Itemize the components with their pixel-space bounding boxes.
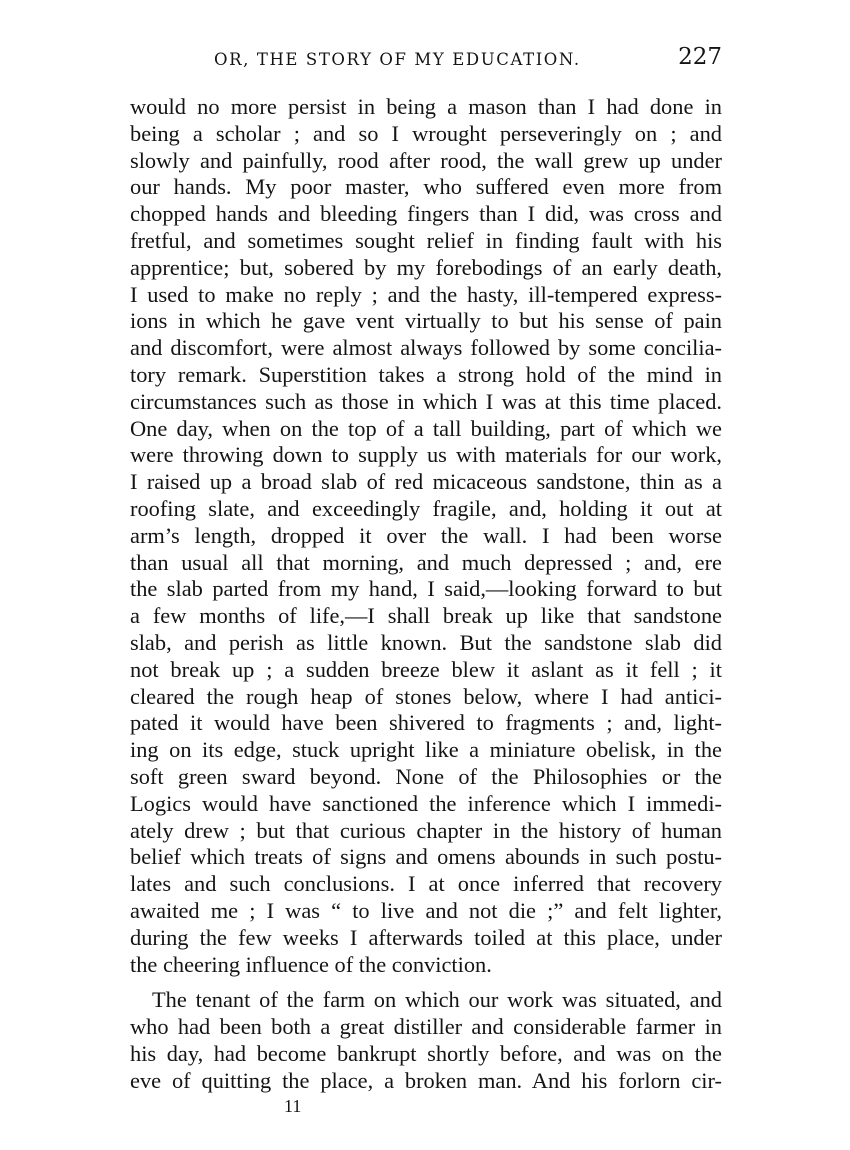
text-line: One day, when on the top of a tall building, part of which we: [130, 415, 722, 441]
text-line: I used to make no reply ; and the hasty, ill-tempered express-: [130, 281, 722, 307]
text-line: were throwing down to supply us with materials for our work,: [130, 442, 722, 468]
text-line: being a scholar ; and so I wrought perseveringly on ; and: [130, 120, 722, 146]
text-line: arm’s length, dropped it over the wall. I had been worse: [130, 522, 722, 548]
text-line: apprentice; but, sobered by my forebodings of an early death,: [130, 254, 722, 280]
text-line: ions in which he gave vent virtually to but his sense of pain: [130, 308, 722, 334]
text-line: awaited me ; I was “ to live and not die ;” and felt lighter,: [130, 897, 722, 923]
text-line: our hands. My poor master, who suffered even more from: [130, 174, 722, 200]
text-line: ing on its edge, stuck upright like a miniature obelisk, in the: [130, 737, 722, 763]
text-line: soft green sward beyond. None of the Philosophies or the: [130, 763, 722, 789]
body-text: [130, 94, 722, 1094]
text-line: who had been both a great distiller and considerable farmer in: [130, 1014, 722, 1040]
text-line: not break up ; a sudden breeze blew it aslant as it fell ; it: [130, 656, 722, 682]
paragraph-gap: [130, 978, 722, 987]
text-line: his day, had become bankrupt shortly before, and was on the: [130, 1040, 722, 1066]
text-line: would no more persist in being a mason than I had done in: [130, 94, 722, 119]
text-line: cleared the rough heap of stones below, where I had antici-: [130, 683, 722, 709]
text-line: the cheering influence of the conviction.: [130, 951, 492, 977]
running-head: [130, 44, 722, 78]
signature-mark: 11: [284, 1096, 302, 1116]
text-line: I raised up a broad slab of red micaceous sandstone, thin as a: [130, 469, 722, 495]
paragraph: [130, 987, 722, 1094]
text-line: and discomfort, were almost always followed by some concilia-: [130, 335, 722, 361]
text-line: fretful, and sometimes sought relief in finding fault with his: [130, 227, 722, 253]
text-line: tory remark. Superstition takes a strong hold of the mind in: [130, 361, 722, 387]
text-line: The tenant of the farm on which our work was situated, and: [152, 987, 722, 1013]
text-line: eve of quitting the place, a broken man. And his forlorn cir-: [130, 1067, 722, 1093]
running-title: OR, THE STORY OF MY EDUCATION.: [214, 50, 581, 69]
text-line: chopped hands and bleeding fingers than I did, was cross and: [130, 201, 722, 227]
text-line: than usual all that morning, and much depressed ; and, ere: [130, 549, 722, 575]
text-line: slab, and perish as little known. But the sandstone slab did: [130, 629, 722, 655]
text-line: lates and such conclusions. I at once inferred that recovery: [130, 871, 722, 897]
text-line: Logics would have sanctioned the inference which I immedi-: [130, 790, 722, 816]
text-line: pated it would have been shivered to fragments ; and, light-: [130, 710, 722, 736]
paragraph: [130, 94, 722, 978]
text-line: belief which treats of signs and omens abounds in such postu-: [130, 844, 722, 870]
text-line: a few months of life,—I shall break up like that sandstone: [130, 603, 722, 629]
page-number: 227: [678, 44, 722, 70]
text-line: ately drew ; but that curious chapter in the history of human: [130, 817, 722, 843]
text-line: roofing slate, and exceedingly fragile, and, holding it out at: [130, 495, 722, 521]
text-line: the slab parted from my hand, I said,—looking forward to but: [130, 576, 722, 602]
text-line: slowly and painfully, rood after rood, the wall grew up under: [130, 147, 722, 173]
text-line: circumstances such as those in which I was at this time placed.: [130, 388, 722, 414]
text-line: during the few weeks I afterwards toiled at this place, under: [130, 924, 722, 950]
